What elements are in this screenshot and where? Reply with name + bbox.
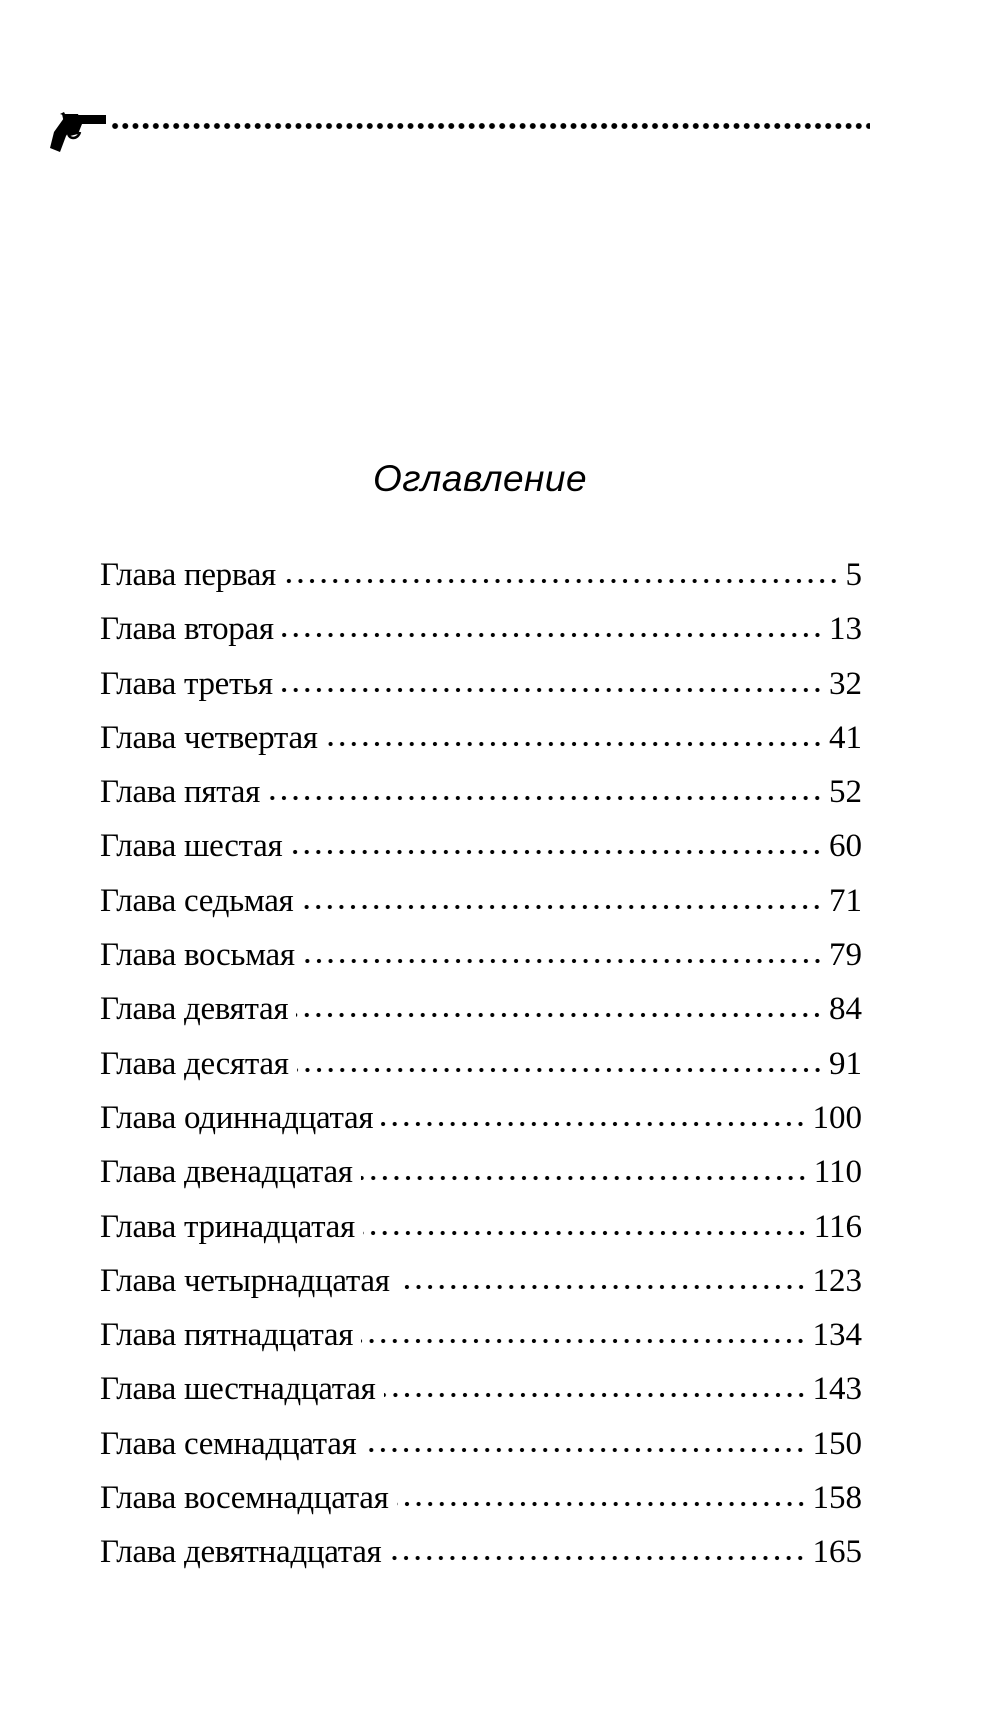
toc-entry[interactable] bbox=[100, 1471, 862, 1525]
dot-leader bbox=[290, 849, 823, 855]
dot-leader bbox=[282, 632, 823, 638]
page-number: 5 bbox=[845, 557, 862, 593]
page-number: 91 bbox=[829, 1045, 862, 1082]
chapter-title: Глава девятая bbox=[100, 991, 289, 1028]
chapter-title: Глава четвертая bbox=[100, 719, 318, 756]
toc-entry[interactable] bbox=[100, 548, 862, 602]
dot-leader bbox=[384, 1392, 807, 1398]
dot-leader bbox=[381, 1121, 806, 1127]
toc-entry[interactable] bbox=[100, 819, 862, 873]
toc-entry[interactable] bbox=[100, 1254, 862, 1308]
dotted-rule bbox=[110, 121, 870, 131]
chapter-title: Глава третья bbox=[100, 665, 273, 702]
chapter-title: Глава первая bbox=[100, 557, 276, 593]
table-of-contents bbox=[100, 548, 862, 1580]
chapter-title: Глава четырнадцатая bbox=[100, 1262, 390, 1299]
page-number: 52 bbox=[829, 774, 862, 811]
toc-entry[interactable] bbox=[100, 928, 862, 982]
page-number: 150 bbox=[812, 1425, 862, 1462]
page-number: 71 bbox=[829, 882, 862, 919]
toc-entry[interactable] bbox=[100, 982, 862, 1036]
page-number: 116 bbox=[813, 1208, 862, 1245]
page-number: 110 bbox=[813, 1154, 862, 1191]
page-number: 32 bbox=[829, 665, 862, 702]
header-ornament bbox=[48, 112, 870, 154]
dot-leader bbox=[361, 1338, 806, 1344]
dot-leader bbox=[281, 687, 823, 693]
dot-leader bbox=[361, 1175, 808, 1181]
page-number: 13 bbox=[829, 611, 862, 648]
dot-leader bbox=[397, 1501, 807, 1507]
chapter-title: Глава восьмая bbox=[100, 937, 295, 974]
toc-entry[interactable] bbox=[100, 1145, 862, 1199]
chapter-title: Глава двенадцатая bbox=[100, 1154, 353, 1191]
page-number: 143 bbox=[812, 1371, 862, 1408]
toc-entry[interactable] bbox=[100, 711, 862, 765]
dot-leader bbox=[301, 904, 823, 910]
toc-entry[interactable] bbox=[100, 1091, 862, 1145]
chapter-title: Глава вторая bbox=[100, 611, 274, 648]
page-number: 165 bbox=[812, 1534, 862, 1571]
page-number: 84 bbox=[829, 991, 862, 1028]
page-number: 134 bbox=[812, 1317, 862, 1354]
dot-leader bbox=[303, 958, 823, 964]
page-number: 100 bbox=[812, 1099, 862, 1136]
chapter-title: Глава одиннадцатая bbox=[100, 1099, 374, 1136]
toc-heading bbox=[0, 458, 1000, 500]
revolver-icon bbox=[48, 112, 108, 154]
toc-entry[interactable] bbox=[100, 874, 862, 928]
dot-leader bbox=[284, 578, 840, 584]
dot-leader bbox=[326, 741, 823, 747]
toc-entry[interactable] bbox=[100, 1417, 862, 1471]
page-number: 60 bbox=[829, 828, 862, 865]
dot-leader bbox=[296, 1012, 823, 1018]
page-number: 79 bbox=[829, 937, 862, 974]
chapter-title: Глава пятая bbox=[100, 774, 260, 811]
chapter-title: Глава восемнадцатая bbox=[100, 1480, 389, 1517]
page-number: 41 bbox=[829, 719, 862, 756]
toc-entry[interactable] bbox=[100, 1525, 862, 1579]
page-number: 123 bbox=[812, 1262, 862, 1299]
page-number: 158 bbox=[812, 1480, 862, 1517]
toc-entry[interactable] bbox=[100, 1308, 862, 1362]
chapter-title: Глава пятнадцатая bbox=[100, 1317, 354, 1354]
dot-leader bbox=[398, 1284, 807, 1290]
dot-leader bbox=[268, 795, 823, 801]
dot-leader bbox=[364, 1447, 806, 1453]
toc-entry[interactable] bbox=[100, 602, 862, 656]
toc-entry[interactable] bbox=[100, 765, 862, 819]
dot-leader bbox=[297, 1067, 823, 1073]
dot-leader bbox=[389, 1555, 806, 1561]
toc-entry[interactable] bbox=[100, 657, 862, 711]
chapter-title: Глава семнадцатая bbox=[100, 1425, 357, 1462]
chapter-title: Глава седьмая bbox=[100, 882, 294, 919]
toc-entry[interactable] bbox=[100, 1200, 862, 1254]
chapter-title: Глава девятнадцатая bbox=[100, 1534, 382, 1571]
toc-heading-text: Оглавление bbox=[372, 458, 588, 499]
dot-leader bbox=[363, 1230, 808, 1236]
chapter-title: Глава десятая bbox=[100, 1045, 289, 1082]
toc-entry[interactable] bbox=[100, 1037, 862, 1091]
toc-entry[interactable] bbox=[100, 1362, 862, 1416]
chapter-title: Глава тринадцатая bbox=[100, 1208, 355, 1245]
chapter-title: Глава шестая bbox=[100, 828, 283, 865]
chapter-title: Глава шестнадцатая bbox=[100, 1371, 376, 1408]
